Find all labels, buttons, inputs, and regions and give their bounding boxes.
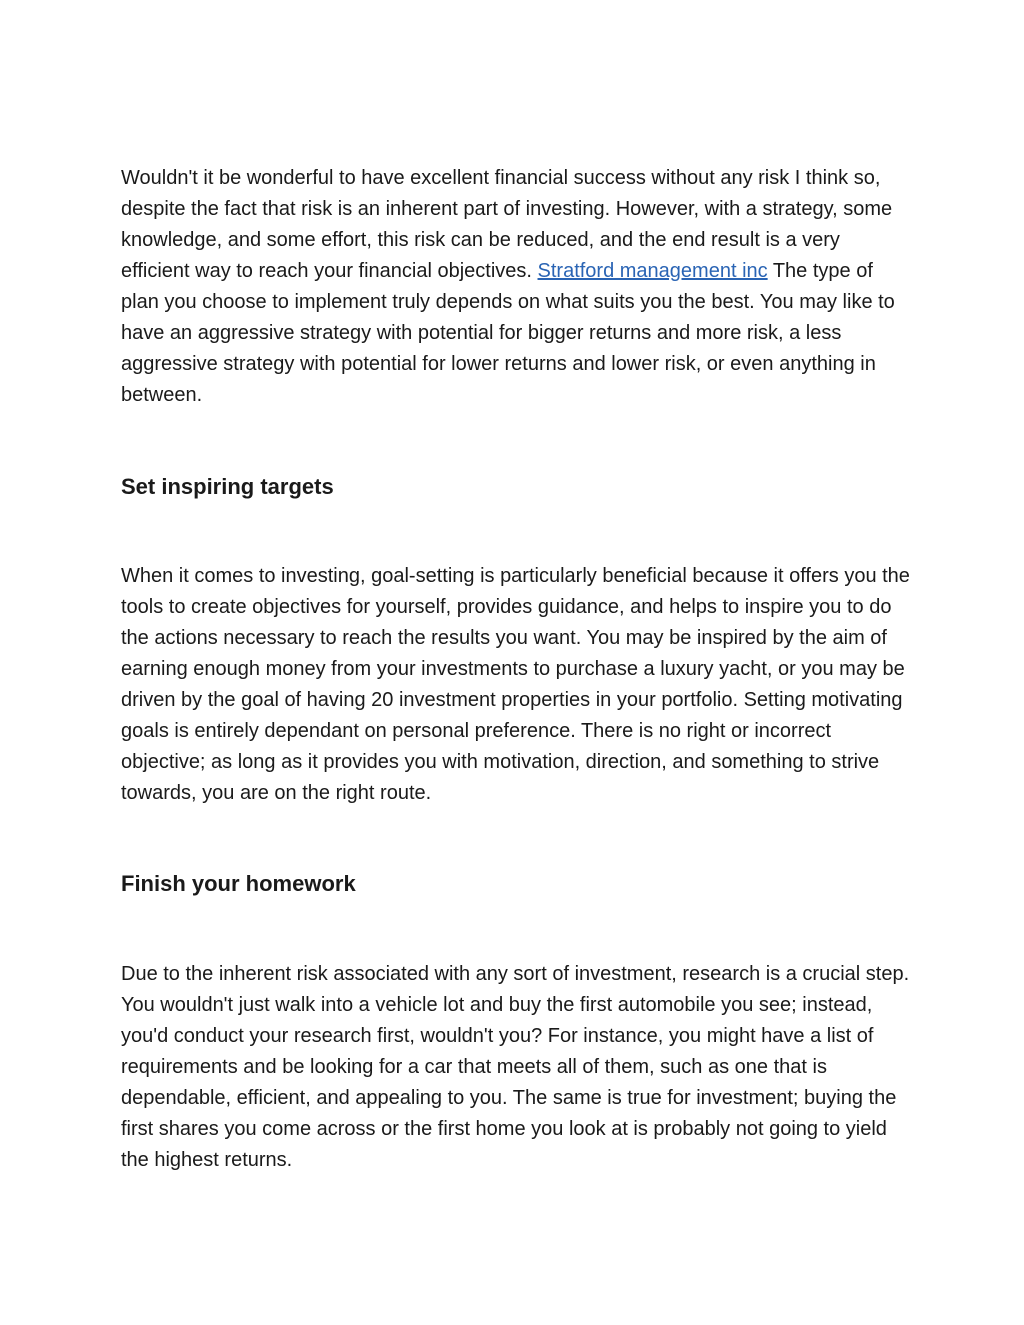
section-heading-set-inspiring-targets: Set inspiring targets — [121, 474, 334, 499]
intro-paragraph — [121, 163, 911, 411]
section-heading-finish-your-homework: Finish your homework — [121, 871, 356, 896]
section-paragraph-set-inspiring-targets: When it comes to investing, goal-setting is particularly beneficial because it offers you the tools to create objectives for yourself, provides guidance, and helps to inspire you to do the actions necessary to reach the results you want. You may be inspired by the aim of earning enough money from your investments to purchase a luxury yacht, or you may be driven by the goal of having 20 investment properties in your portfolio. Setting motivating goals is entirely dependant on personal preference. There is no right or incorrect objective; as long as it provides you with motivation, direction, and something to strive towards, you are on the right route. — [121, 565, 910, 804]
intro-text-before-link: Wouldn't it be wonderful to have excellent financial success without any risk I think so, despite the fact that risk is an inherent part of investing. However, with a strategy, some knowledge, and some effort, this risk can be reduced, and the end result is a very efficient way to reach your financial objectives. — [121, 167, 893, 282]
section-paragraph-finish-your-homework: Due to the inherent risk associated with any sort of investment, research is a crucial step. You wouldn't just walk into a vehicle lot and buy the first automobile you see; instead, you'd conduct your research first, wouldn't you? For instance, you might have a list of requirements and be looking for a car that meets all of them, such as one that is dependable, efficient, and appealing to you. The same is true for investment; buying the first shares you come across or the first home you look at is probably not going to yield the highest returns. — [121, 963, 910, 1171]
stratford-management-link[interactable]: Stratford management inc — [537, 260, 768, 282]
intro-text-after-link: The type of plan you choose to implement truly depends on what suits you the best. You may like to have an aggressive strategy with potential for bigger returns and more risk, a less aggressive strategy with potential for lower returns and lower risk, or even anything in between. — [121, 260, 895, 406]
document-body — [121, 163, 911, 1176]
